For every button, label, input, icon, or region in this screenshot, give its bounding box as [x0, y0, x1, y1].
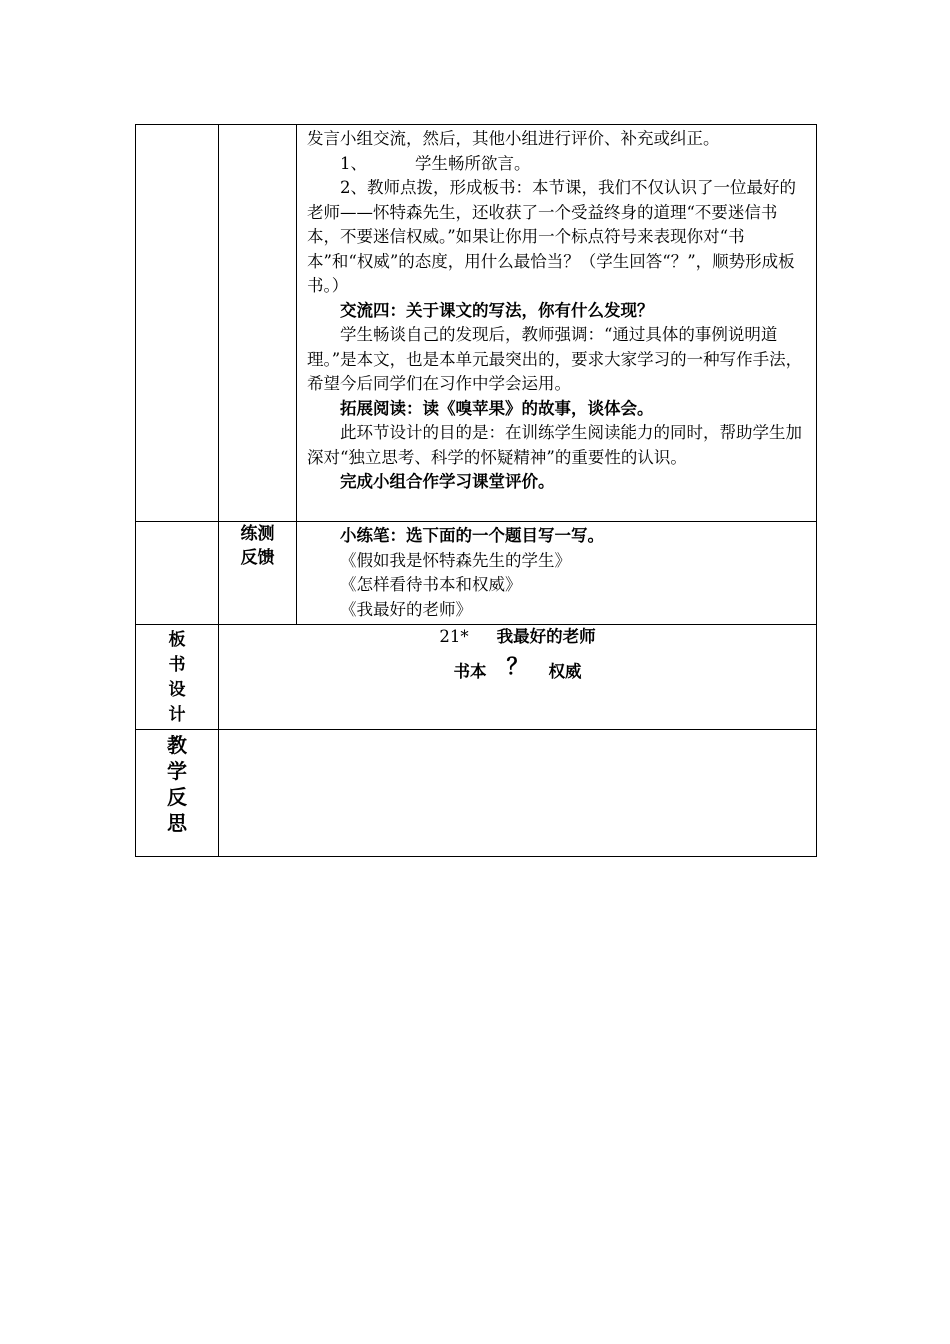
process-content-cell: [297, 125, 817, 522]
board-right-word: 权威: [548, 662, 582, 681]
item-1: [307, 152, 810, 177]
exchange-4-heading: 交流四：关于课文的写法，你有什么发现？: [340, 300, 654, 320]
empty-label-cell: [136, 125, 219, 522]
lesson-number: 21*: [439, 627, 469, 646]
evaluation-line: 完成小组合作学习课堂评价。: [340, 472, 555, 491]
item-2-paragraph: 2、教师点拨，形成板书：本节课，我们不仅认识了一位最好的老师——怀特森先生，还收获了一个受益终身的道理“不要迷信书本，不要迷信权威。”如果让你用一个标点符号来表现你对“书本”和“权威”的态度，用什么最恰当？（学生回答“？”，顺势形成板书。）: [307, 178, 796, 295]
reflection-row: [136, 730, 817, 857]
practice-feedback-row: [136, 522, 817, 625]
practice-title: 小练笔：选下面的一个题目写一写。: [340, 526, 604, 545]
teaching-process-row: [136, 125, 817, 522]
item-1-number: 1、: [340, 153, 367, 173]
lesson-plan-table: [135, 124, 817, 857]
extended-reading-paragraph: 此环节设计的目的是：在训练学生阅读能力的同时，帮助学生加深对“独立思考、科学的怀疑精神”的重要性的认识。: [307, 423, 802, 467]
practice-topic: 《我最好的老师》: [340, 599, 472, 619]
board-design-content: [219, 625, 817, 730]
board-design-row: [136, 625, 817, 730]
question-mark-symbol: ？: [506, 654, 529, 680]
group-exchange-line: 发言小组交流，然后，其他小组进行评价、补充或纠正。: [307, 129, 720, 148]
empty-subcategory-cell: [219, 125, 297, 522]
practice-topic: 《假如我是怀特森先生的学生》: [340, 550, 571, 570]
extended-reading-heading: 拓展阅读：读《嗅苹果》的故事，谈体会。: [340, 398, 654, 418]
board-title: [219, 625, 816, 649]
reflection-label: 教 学 反 思: [136, 730, 219, 857]
practice-feedback-label: 练测 反馈: [219, 522, 297, 625]
reflection-content: [219, 730, 817, 857]
board-relationship: [219, 654, 816, 685]
practice-topic: 《怎样看待书本和权威》: [340, 575, 522, 594]
exchange-4-paragraph: 学生畅谈自己的发现后，教师强调：“通过具体的事例说明道理。”是本文，也是本单元最突出的，要求大家学习的一种写作手法，希望今后同学们在习作中学会运用。: [307, 325, 803, 393]
item-1-text: 学生畅所欲言。: [415, 153, 531, 173]
empty-label-cell-2: [136, 522, 219, 625]
board-design-label: 板 书 设 计: [136, 625, 219, 730]
lesson-title: 我最好的老师: [496, 627, 596, 646]
practice-content-cell: [297, 522, 817, 625]
board-left-word: 书本: [453, 662, 487, 681]
